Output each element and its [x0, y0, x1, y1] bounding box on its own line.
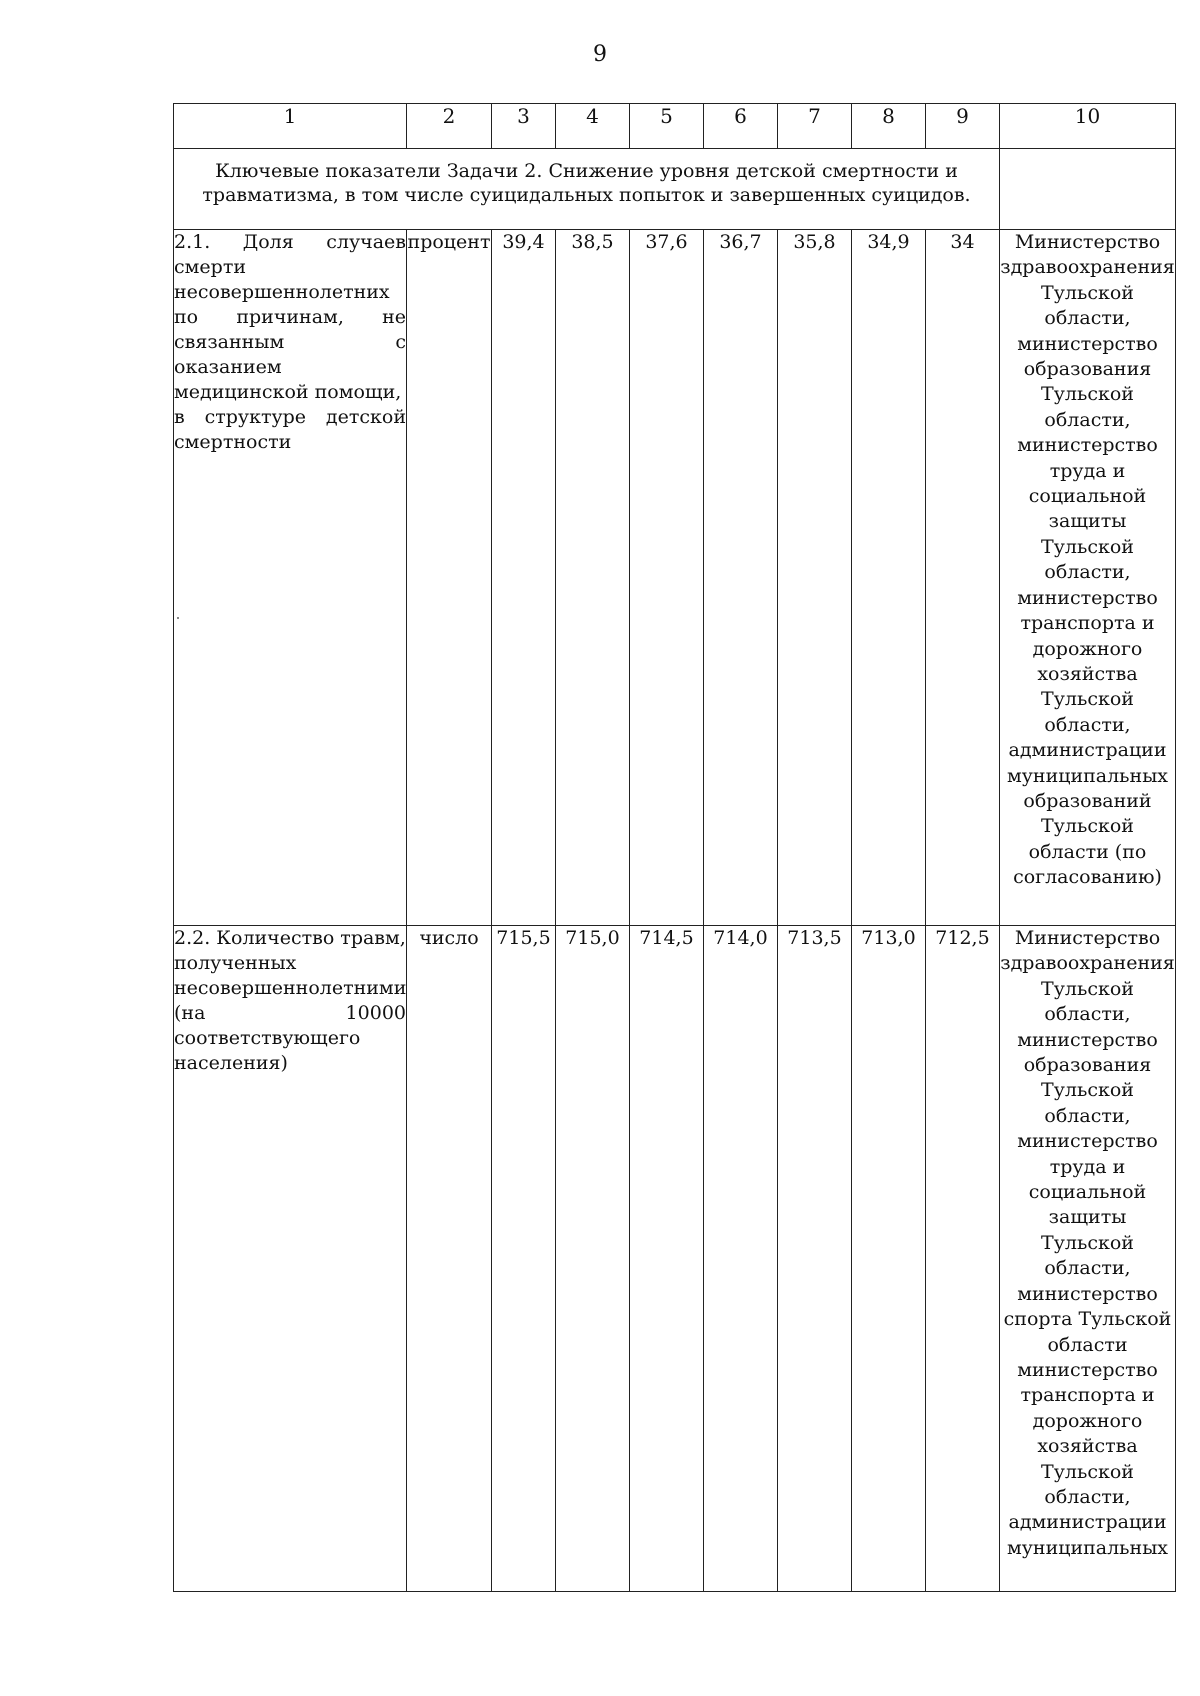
name-line: смертности [174, 431, 292, 453]
responsible-line: министерство [1017, 1358, 1158, 1381]
header-cell: 2 [407, 104, 492, 149]
header-cell: 10 [1000, 104, 1176, 149]
value-cell: 713,0 [852, 926, 926, 1592]
value-cell: 34 [926, 230, 1000, 926]
responsible-line: муниципальных [1006, 764, 1169, 787]
responsible-line: области, [1044, 1003, 1131, 1026]
responsible-line: образования [1023, 1054, 1152, 1077]
unit-cell: число [407, 926, 492, 1592]
responsible-line: труда и [1049, 1155, 1126, 1178]
name-line: соответствующего [174, 1027, 361, 1049]
name-line: по причинам, не [174, 306, 406, 328]
responsible-line: Тульской [1041, 977, 1134, 1000]
header-cell: 7 [778, 104, 852, 149]
responsible-line: Тульской [1041, 815, 1134, 838]
responsible-line: социальной [1028, 1181, 1147, 1204]
value-cell: 714,0 [704, 926, 778, 1592]
table-row [174, 926, 1176, 1592]
value-cell: 714,5 [630, 926, 704, 1592]
responsible-line: здравоохранения [1000, 952, 1175, 975]
header-cell: 8 [852, 104, 926, 149]
responsible-line: министерство [1017, 1028, 1158, 1051]
section-title [174, 149, 1000, 230]
responsible-line: спорта Тульской [1003, 1308, 1172, 1331]
section-title-line: травматизма, в том числе суицидальных попыток и завершенных суицидов. [202, 184, 971, 206]
section-empty-cell [1000, 149, 1176, 230]
value-cell: 715,5 [492, 926, 556, 1592]
header-row [174, 104, 1176, 149]
header-cell: 6 [704, 104, 778, 149]
responsible-line: хозяйства [1037, 662, 1138, 685]
name-line: в структуре детской [174, 406, 406, 428]
value-cell: 34,9 [852, 230, 926, 926]
responsible-line: здравоохранения [1000, 256, 1175, 279]
value-cell: 38,5 [556, 230, 630, 926]
responsible-line: муниципальных [1006, 1536, 1169, 1559]
responsible-line: социальной [1028, 485, 1147, 508]
value-cell: 712,5 [926, 926, 1000, 1592]
responsible-line: Тульской [1041, 383, 1134, 406]
responsible-cell [1000, 230, 1176, 926]
responsible-line: труда и [1049, 459, 1126, 482]
responsible-line: Министерство [1014, 231, 1161, 253]
responsible-line: Тульской [1041, 281, 1134, 304]
responsible-line: министерство [1017, 586, 1158, 609]
responsible-line: транспорта и [1020, 1384, 1155, 1407]
name-line: полученных [174, 952, 297, 974]
header-cell: 4 [556, 104, 630, 149]
value-cell: 36,7 [704, 230, 778, 926]
scan-speck [177, 617, 179, 619]
responsible-line: области, [1044, 713, 1131, 736]
name-line: 2.1. Доля случаев [174, 231, 406, 253]
value-cell: 39,4 [492, 230, 556, 926]
responsible-line: Тульской [1041, 688, 1134, 711]
responsible-line: министерство [1017, 1130, 1158, 1153]
responsible-line: защиты [1048, 1206, 1127, 1229]
responsible-line: администрации [1008, 1511, 1167, 1534]
name-line: населения) [174, 1052, 288, 1074]
responsible-line: Тульской [1041, 535, 1134, 558]
responsible-line: министерство [1017, 434, 1158, 457]
responsible-line: согласованию) [1013, 866, 1162, 889]
responsible-line: образований [1023, 789, 1152, 812]
page-number: 9 [593, 42, 607, 67]
responsible-line: области [1047, 1333, 1128, 1356]
name-line: несовершеннолетних [174, 281, 390, 303]
unit-cell: процент [407, 230, 492, 926]
header-cell: 1 [174, 104, 407, 149]
header-cell: 9 [926, 104, 1000, 149]
value-cell: 35,8 [778, 230, 852, 926]
value-cell: 37,6 [630, 230, 704, 926]
header-cell: 5 [630, 104, 704, 149]
responsible-line: области, [1044, 1104, 1131, 1127]
name-line: несовершеннолетними [174, 977, 407, 999]
responsible-line: дорожного [1032, 637, 1143, 660]
responsible-line: области (по [1028, 840, 1147, 863]
responsible-line: образования [1023, 358, 1152, 381]
responsible-line: защиты [1048, 510, 1127, 533]
table-row [174, 230, 1176, 926]
name-line: 2.2. Количество травм, [174, 927, 406, 949]
responsible-line: администрации [1008, 739, 1167, 762]
responsible-line: Министерство [1014, 927, 1161, 949]
value-cell: 713,5 [778, 926, 852, 1592]
value-cell: 715,0 [556, 926, 630, 1592]
name-line: смерти [174, 256, 247, 278]
responsible-line: транспорта и [1020, 612, 1155, 635]
responsible-line: области, [1044, 561, 1131, 584]
responsible-line: области, [1044, 1485, 1131, 1508]
indicator-name [174, 230, 407, 926]
responsible-line: области, [1044, 307, 1131, 330]
responsible-line: дорожного [1032, 1409, 1143, 1432]
indicators-table [173, 103, 1176, 1592]
responsible-cell [1000, 926, 1176, 1592]
responsible-line: области, [1044, 1257, 1131, 1280]
name-line: медицинской помощи, [174, 381, 402, 403]
section-title-line: Ключевые показатели Задачи 2. Снижение уровня детской смертности и [215, 160, 958, 182]
responsible-line: хозяйства [1037, 1435, 1138, 1458]
responsible-line: Тульской [1041, 1460, 1134, 1483]
name-line: оказанием [174, 356, 282, 378]
section-row [174, 149, 1176, 230]
header-cell: 3 [492, 104, 556, 149]
name-line: связанным с [174, 331, 406, 353]
responsible-line: области, [1044, 408, 1131, 431]
responsible-line: министерство [1017, 1282, 1158, 1305]
responsible-line: Тульской [1041, 1231, 1134, 1254]
responsible-line: Тульской [1041, 1079, 1134, 1102]
responsible-line: министерство [1017, 332, 1158, 355]
indicator-name [174, 926, 407, 1592]
name-line: (на 10000 [174, 1002, 406, 1024]
